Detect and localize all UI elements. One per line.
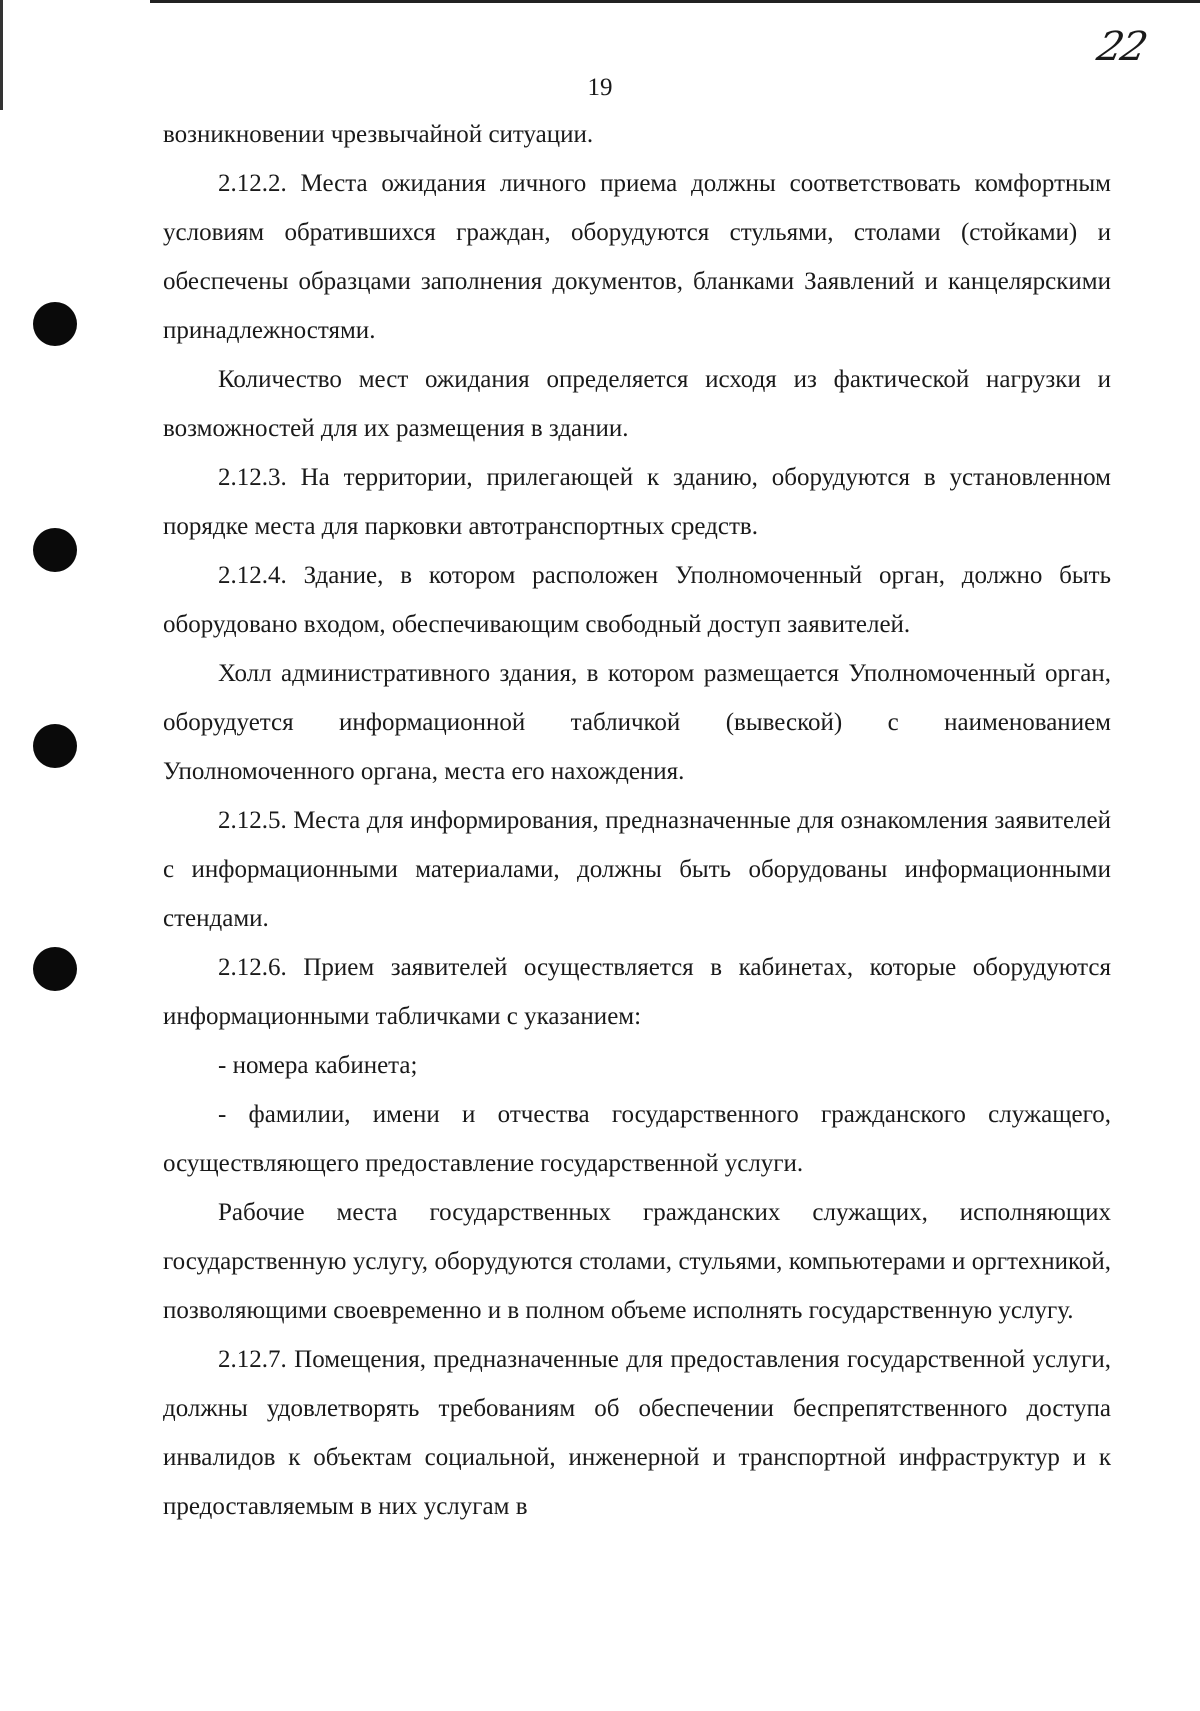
scan-border-top (150, 0, 1200, 3)
punch-hole (33, 302, 77, 346)
punch-hole (33, 528, 77, 572)
paragraph: Количество мест ожидания определяется исходя из фактической нагрузки и возможностей для их размещения в здании. (163, 366, 1111, 442)
document-body (163, 110, 1111, 1531)
list-item: - номера кабинета; (218, 1052, 418, 1079)
paragraph: 2.12.3. На территории, прилегающей к зданию, оборудуются в установленном порядке места для парковки автотранспортных средств. (163, 464, 1111, 540)
paragraph: 2.12.6. Прием заявителей осуществляется в кабинетах, которые оборудуются информационными табличками с указанием: (163, 954, 1111, 1030)
paragraph: 2.12.7. Помещения, предназначенные для предоставления государственной услуги, должны удовлетворять требованиям об обеспечении беспрепятственного доступа инвалидов к объектам социальной, инженерной и транспортной инфраструктур и к предоставляемым в них услугам в (163, 1346, 1111, 1520)
paragraph: 2.12.2. Места ожидания личного приема должны соответствовать комфортным условиям обратившихся граждан, оборудуются стульями, столами (стойками) и обеспечены образцами заполнения документов, бланками Заявлений и канцелярскими принадлежностями. (163, 170, 1111, 344)
paragraph: возникновении чрезвычайной ситуации. (163, 121, 594, 148)
list-item: - фамилии, имени и отчества государственного гражданского служащего, осуществляющего предоставление государственной услуги. (163, 1101, 1111, 1177)
punch-hole (33, 724, 77, 768)
paragraph: 2.12.4. Здание, в котором расположен Уполномоченный орган, должно быть оборудовано входом, обеспечивающим свободный доступ заявителей. (163, 562, 1111, 638)
paragraph: Рабочие места государственных гражданских служащих, исполняющих государственную услугу, оборудуются столами, стульями, компьютерами и оргтехникой, позволяющими своевременно и в полном объеме исполнять государственную услугу. (163, 1199, 1111, 1324)
paragraph: Холл административного здания, в котором размещается Уполномоченный орган, оборудуется информационной табличкой (вывеской) с наименованием Уполномоченного органа, места его нахождения. (163, 660, 1111, 785)
handwritten-page-number: 22 (1093, 24, 1150, 70)
page-number: 19 (587, 74, 613, 101)
scan-border-left (0, 0, 3, 110)
punch-hole (33, 947, 77, 991)
paragraph: 2.12.5. Места для информирования, предназначенные для ознакомления заявителей с информационными материалами, должны быть оборудованы информационными стендами. (163, 807, 1111, 932)
